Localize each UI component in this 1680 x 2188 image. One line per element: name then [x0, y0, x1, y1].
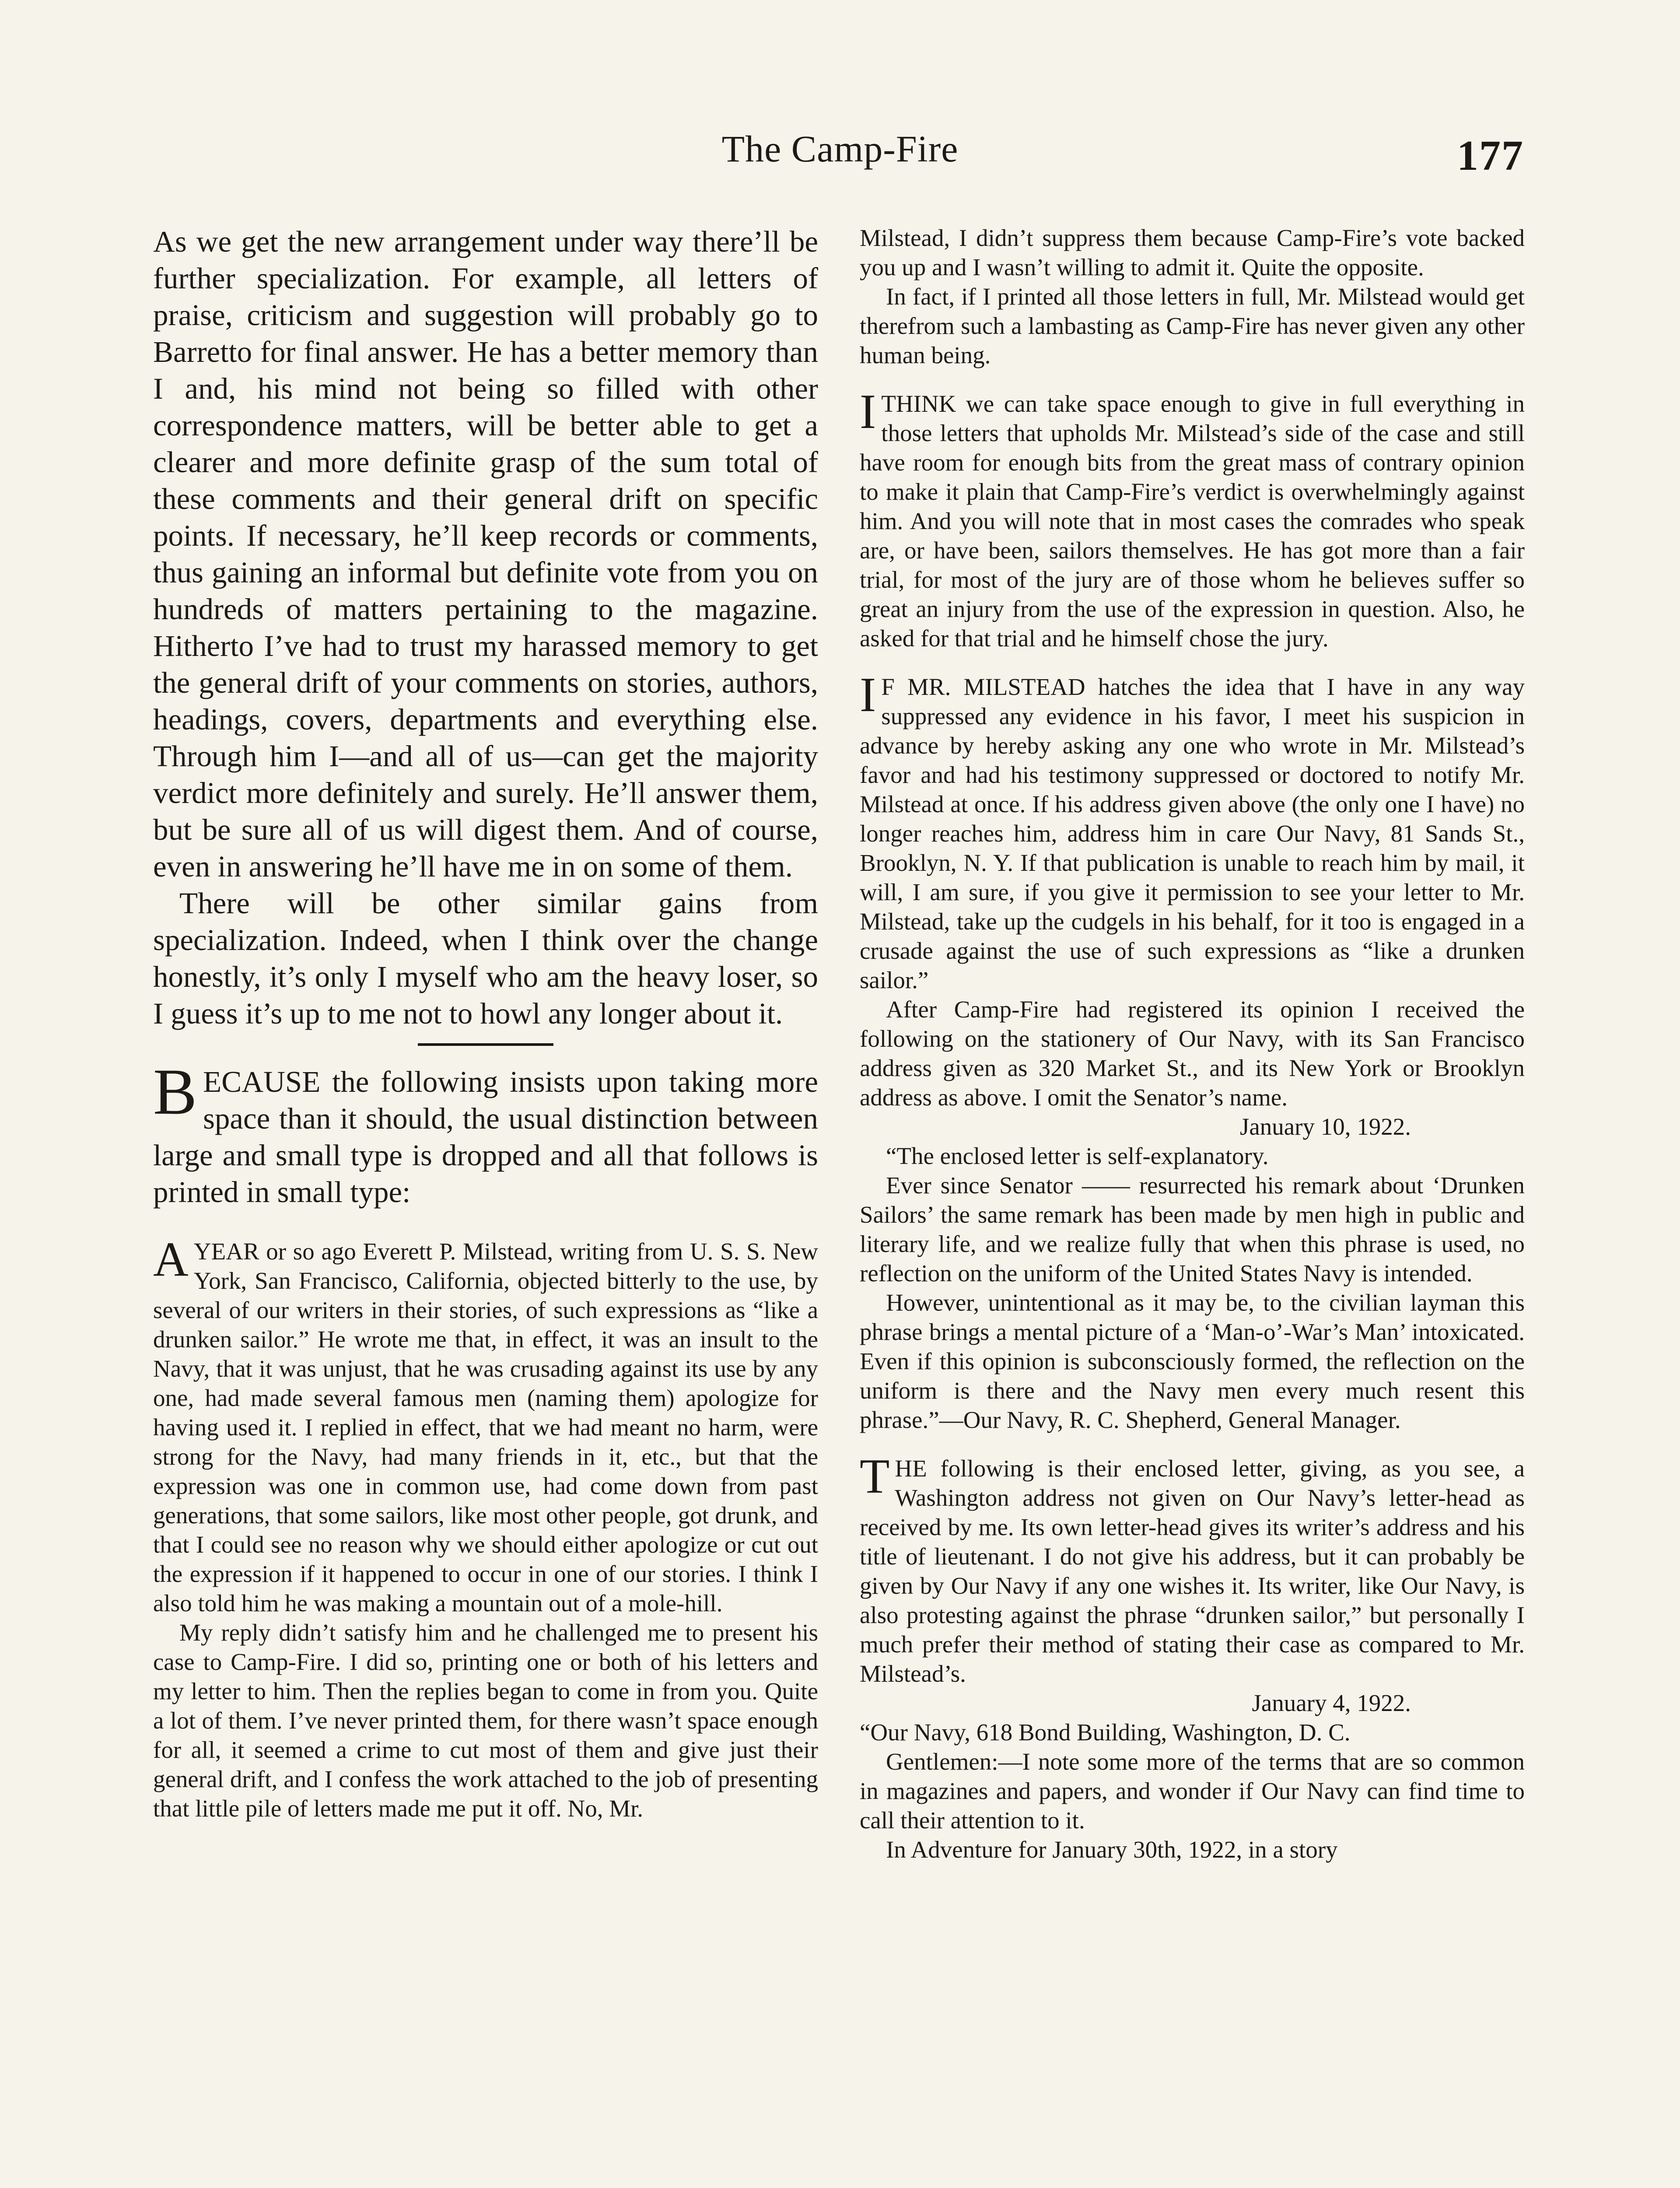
spacer: [860, 653, 1525, 672]
paragraph: There will be other similar gains from specialization. Indeed, when I think over the change honestly, it’s only I myself who am the heavy loser, so I guess it’s up to me not to howl any longer about it.: [153, 887, 818, 1030]
drop-cap: T: [860, 1449, 890, 1504]
paragraph: “The enclosed letter is self-explanatory.: [886, 1143, 1269, 1169]
drop-cap: A: [153, 1232, 189, 1287]
paragraph-text: F MR. MILSTEAD hatches the idea that I have in any way suppressed any evidence in his favor, I meet his suspicion in advance by hereby asking any one who wrote in Mr. Milstead’s favor and had his testimony suppressed or doctored to notify Mr. Milstead at once. If his address given above (the only one I have) no longer reaches him, address him in care Our Navy, 81 Sands St., Brooklyn, N. Y. If that publication is unable to reach him by mail, it will, I am sure, if you give it permission to see your letter to Mr. Milstead, take up the cudgels in his behalf, for it too is engaged in a crusade against the use of such expressions as “like a drunken sailor.”: [860, 673, 1525, 993]
right-column: [860, 223, 1525, 2188]
paragraph: In Adventure for January 30th, 1922, in a story: [886, 1836, 1338, 1863]
drop-cap: I: [860, 385, 876, 439]
paragraph: In fact, if I printed all those letters in full, Mr. Milstead would get therefrom such a lambasting as Camp-Fire has never given any other human being.: [860, 283, 1525, 368]
paragraph-text: YEAR or so ago Everett P. Milstead, writing from U. S. S. New York, San Francisco, California, objected bitterly to the use, by several of our writers in their stories, of such expressions as “like a drunken sailor.” He wrote me that, in effect, it was an insult to the Navy, that it was unjust, that he was crusading against its use by any one, had made several famous men (naming them) apologize for having used it. I replied in effect, that we had meant no harm, were strong for the Navy, had many friends in it, etc., but that the expression was one in common use, had come down from past generations, that some sailors, like most other people, got drunk, and that I could see no reason why we should either apologize or cut out the expression if it happened to occur in one of our stories. I think I also told him he was making a mountain out of a mole-hill.: [153, 1238, 818, 1616]
section-divider: [418, 1043, 553, 1046]
paragraph-text: THINK we can take space enough to give in full everything in those letters that upholds Mr. Milstead’s side of the case and still have room for enough bits from the great mass of contrary opinion to make it plain that Camp-Fire’s verdict is overwhelmingly against him. And you will note that in most cases the comrades who speak are, or have been, sailors themselves. He has got more than a fair trial, for most of the jury are of those whom he believes suffer so great an injury from the use of the expression in question. Also, he asked for that trial and he himself chose the jury.: [860, 390, 1525, 652]
paragraph: “Our Navy, 618 Bond Building, Washington, D. C.: [860, 1719, 1351, 1746]
paragraph: [860, 385, 1525, 653]
paragraph: After Camp-Fire had registered its opinion I received the following on the stationery of Our Navy, with its San Francisco address given as 320 Market St., and its New York or Brooklyn address as above. I omit the Senator’s name.: [860, 996, 1525, 1111]
paragraph: Gentlemen:—I note some more of the terms that are so common in magazines and papers, and wonder if Our Navy can find time to call their attention to it.: [860, 1748, 1525, 1834]
paragraph-text: HE following is their enclosed letter, giving, as you see, a Washington address not given on Our Navy’s letter-head as received by me. Its own letter-head gives its writer’s address and his title of lieutenant. I do not give his address, but it can probably be given by Our Navy if any one wishes it. Its writer, like Our Navy, is also protesting against the phrase “drunken sailor,” but personally I much prefer their method of stating their case as compared to Mr. Milstead’s.: [860, 1455, 1525, 1687]
left-column: [153, 223, 818, 2188]
drop-cap: B: [153, 1055, 197, 1128]
letter-date: January 4, 1922.: [1252, 1690, 1411, 1716]
spacer: [153, 1210, 818, 1237]
paragraph: [153, 1055, 818, 1210]
paragraph: However, unintentional as it may be, to the civilian layman this phrase brings a mental picture of a ‘Man-o’-War’s Man’ intoxicated. Even if this opinion is subconsciously formed, the reflection on the uniform is there and the Navy men every much resent this phrase.”—Our Navy, R. C. Shepherd, General Manager.: [860, 1289, 1525, 1433]
spacer: [860, 1434, 1525, 1454]
paragraph: My reply didn’t satisfy him and he challenged me to present his case to Camp-Fire. I did so, printing one or both of his letters and my letter to him. Then the replies began to come in from you. Quite a lot of them. I’ve never printed them, for there wasn’t space enough for all, it seemed a crime to cut most of them and give just their general drift, and I confess the work attached to the job of presenting that little pile of letters made me put it off. No, Mr.: [153, 1619, 818, 1822]
paragraph: [860, 1449, 1525, 1688]
paragraph: Milstead, I didn’t suppress them because Camp-Fire’s vote backed you up and I wasn’t willing to admit it. Quite the opposite.: [860, 224, 1525, 281]
running-title: The Camp-Fire: [721, 128, 959, 170]
page-number: 177: [1457, 132, 1524, 179]
drop-cap: I: [860, 668, 876, 722]
spacer: [860, 370, 1525, 389]
paragraph: [153, 1232, 818, 1618]
paragraph: Ever since Senator —— resurrected his remark about ‘Drunken Sailors’ the same remark has been made by men high in public and literary life, and we realize fully that when this phrase is used, no reflection on the uniform of the United States Navy is intended.: [860, 1172, 1525, 1287]
letter-date: January 10, 1922.: [1239, 1113, 1411, 1140]
paragraph-text: ECAUSE the following insists upon taking more space than it should, the usual distinction between large and small type is dropped and all that follows is printed in small type:: [153, 1065, 818, 1209]
paragraph: [860, 668, 1525, 995]
paragraph: As we get the new arrangement under way there’ll be further specialization. For example, all letters of praise, criticism and suggestion will probably go to Barretto for final answer. He has a better memory than I and, his mind not being so filled with other correspondence matters, will be better able to get a clearer and more definite grasp of the sum total of these comments and their general drift on specific points. If necessary, he’ll keep records or comments, thus gaining an informal but definite vote from you on hundreds of matters pertaining to the magazine. Hitherto I’ve had to trust my harassed memory to get the general drift of your comments on stories, authors, headings, covers, departments and everything else. Through him I—and all of us—can get the majority verdict more definitely and surely. He’ll answer them, but be sure all of us will digest them. And of course, even in answering he’ll have me in on some of them.: [153, 225, 818, 883]
